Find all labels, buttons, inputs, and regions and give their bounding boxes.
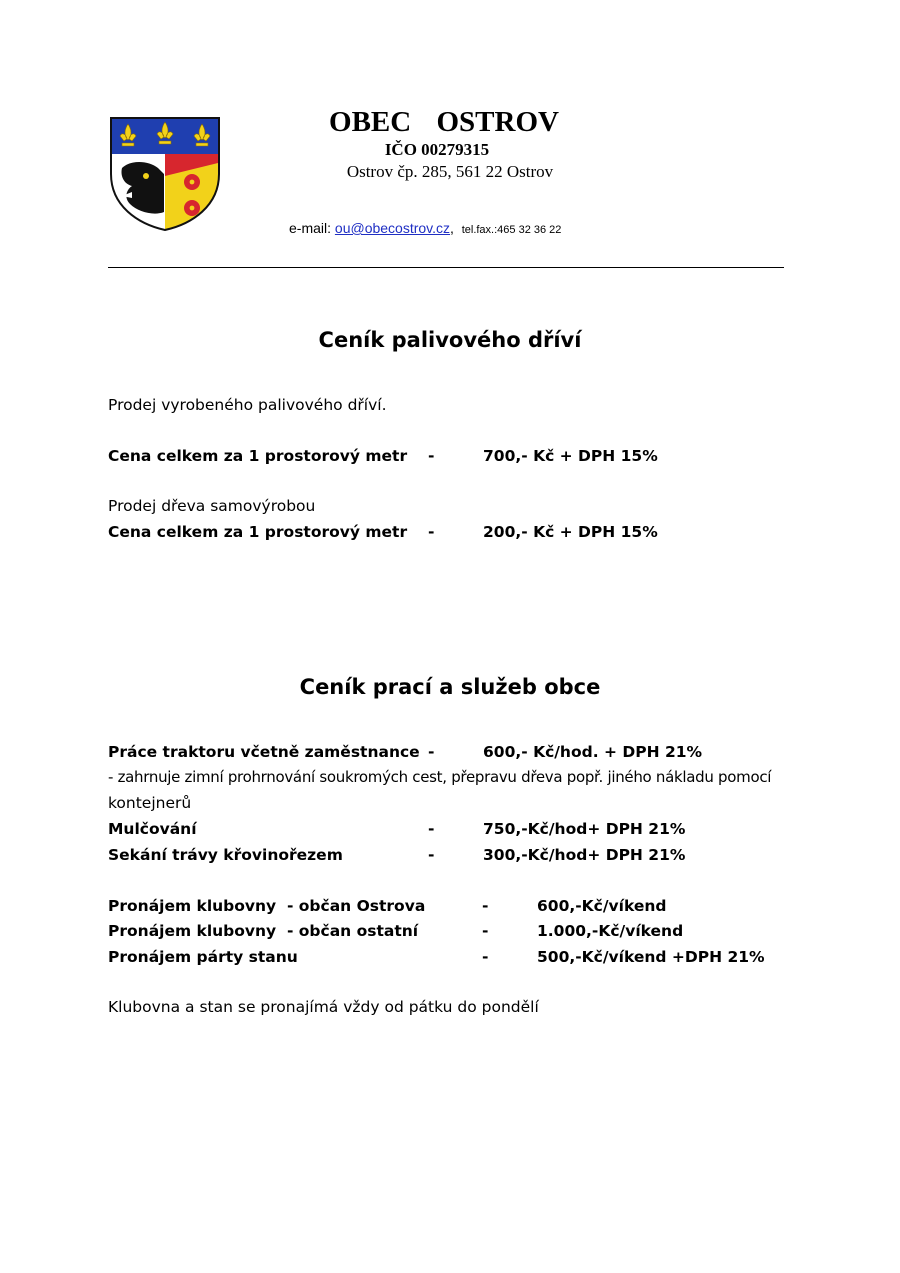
email-label: e-mail: bbox=[289, 220, 335, 236]
price-label-self-harvest: Cena celkem za 1 prostorový metr bbox=[108, 523, 408, 541]
phone-fax: tel.fax.:465 32 36 22 bbox=[461, 224, 562, 236]
price-label-produced: Cena celkem za 1 prostorový metr bbox=[108, 447, 408, 465]
rental-label-clubroom-other: Pronájem klubovny - občan ostatní bbox=[108, 922, 419, 940]
price-dash: - bbox=[482, 897, 489, 915]
service-price-grass: 300,-Kč/hod+ DPH 21% bbox=[483, 846, 686, 864]
self-harvest-note: Prodej dřeva samovýrobou bbox=[108, 497, 316, 515]
rental-price-clubroom-resident: 600,-Kč/víkend bbox=[537, 897, 667, 915]
tractor-note-line2: kontejnerů bbox=[108, 794, 192, 812]
price-dash: - bbox=[428, 743, 435, 761]
service-label-mulching: Mulčování bbox=[108, 820, 197, 838]
municipality-name: OBEC OSTROV bbox=[329, 106, 559, 138]
price-dash: - bbox=[428, 846, 435, 864]
address: Ostrov čp. 285, 561 22 Ostrov bbox=[346, 162, 554, 181]
price-value-self-harvest: 200,- Kč + DPH 15% bbox=[483, 523, 658, 541]
service-label-tractor: Práce traktoru včetně zaměstnance bbox=[108, 743, 420, 761]
price-value-produced: 700,- Kč + DPH 15% bbox=[483, 447, 658, 465]
rental-price-tent: 500,-Kč/víkend +DPH 21% bbox=[537, 948, 765, 966]
email-link[interactable]: ou@obecostrov.cz bbox=[334, 220, 451, 236]
price-dash: - bbox=[428, 447, 435, 465]
price-dash: - bbox=[428, 820, 435, 838]
rental-label-clubroom-resident: Pronájem klubovny - občan Ostrova bbox=[108, 897, 426, 915]
contact-line bbox=[289, 220, 561, 236]
service-price-mulching: 750,-Kč/hod+ DPH 21% bbox=[483, 820, 686, 838]
service-price-tractor: 600,- Kč/hod. + DPH 21% bbox=[483, 743, 703, 761]
price-dash: - bbox=[482, 922, 489, 940]
section-title-firewood: Ceník palivového dříví bbox=[318, 328, 582, 352]
rental-footer-note: Klubovna a stan se pronajímá vždy od pátku do pondělí bbox=[108, 998, 539, 1016]
company-id: IČO 00279315 bbox=[384, 140, 490, 159]
rental-price-clubroom-other: 1.000,-Kč/víkend bbox=[537, 922, 684, 940]
price-dash: - bbox=[482, 948, 489, 966]
tractor-note-line1: - zahrnuje zimní prohrnování soukromých cest, přepravu dřeva popř. jiného nákladu pomocí bbox=[108, 768, 772, 786]
email-separator: , bbox=[450, 220, 454, 236]
section-title-services: Ceník prací a služeb obce bbox=[299, 675, 601, 699]
header-divider bbox=[108, 267, 784, 268]
firewood-intro: Prodej vyrobeného palivového dříví. bbox=[108, 396, 387, 414]
service-label-grass: Sekání trávy křovinořezem bbox=[108, 846, 343, 864]
price-dash: - bbox=[428, 523, 435, 541]
rental-label-tent: Pronájem párty stanu bbox=[108, 948, 298, 966]
